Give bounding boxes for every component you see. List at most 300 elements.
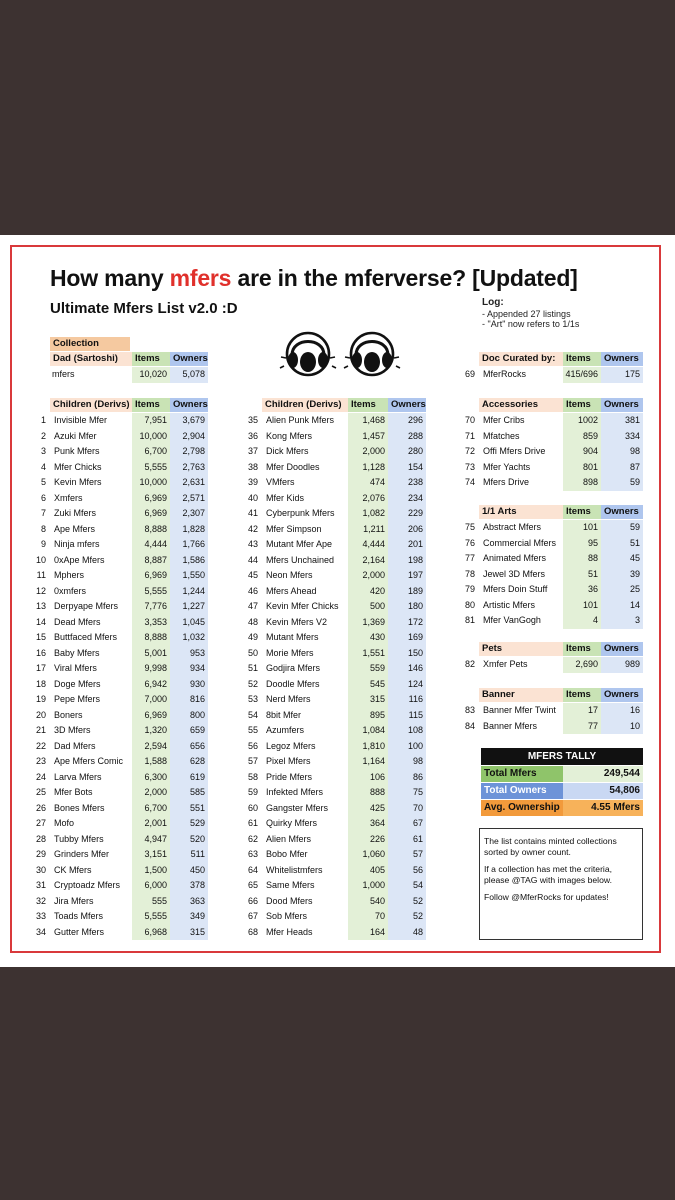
row-owners: 116 — [388, 692, 426, 708]
row-owners: 238 — [388, 475, 426, 491]
row-owners: 511 — [170, 847, 208, 863]
row-owners: 953 — [170, 646, 208, 662]
header-items: Items — [563, 505, 601, 519]
table-row — [245, 553, 426, 569]
table-row — [462, 429, 643, 445]
table-row — [245, 630, 426, 646]
header-items: Items — [563, 642, 601, 656]
row-index: 30 — [35, 864, 46, 875]
row-items: 2,000 — [132, 785, 170, 801]
row-owners: 280 — [388, 444, 426, 460]
row-owners: 10 — [601, 719, 643, 735]
row-index: 53 — [247, 694, 258, 704]
row-owners: 378 — [170, 878, 208, 894]
table-row — [35, 460, 208, 476]
header-owners: Owners — [601, 505, 643, 519]
row-name: Tubby Mfers — [54, 833, 104, 844]
row-owners: 150 — [388, 646, 426, 662]
row-items: 6,700 — [132, 444, 170, 460]
table-row — [35, 413, 208, 429]
row-name: Mfers Unchained — [266, 554, 335, 565]
row-name: Sob Mfers — [266, 911, 308, 921]
row-items: 895 — [348, 708, 388, 724]
row-name: Ape Mfers Comic — [54, 756, 124, 766]
table-row — [35, 491, 208, 507]
note-text: The list contains minted collections sorted by owner count. — [484, 836, 617, 857]
row-index: 55 — [247, 725, 258, 735]
row-items: 1,500 — [132, 863, 170, 879]
row-index: 54 — [247, 709, 258, 720]
row-name: Nerd Mfers — [266, 694, 311, 704]
row-owners: 1,828 — [170, 522, 208, 538]
table-row — [462, 536, 643, 552]
row-owners: 14 — [601, 598, 643, 614]
row-index: 50 — [247, 647, 258, 658]
row-index: 22 — [35, 740, 46, 751]
row-name: Morie Mfers — [266, 647, 314, 658]
table-row — [35, 770, 208, 786]
row-owners: 54 — [388, 878, 426, 894]
row-name: Buttfaced Mfers — [54, 632, 118, 642]
row-items: 1,320 — [132, 723, 170, 739]
table-row — [245, 615, 426, 631]
row-items: 1,551 — [348, 646, 388, 662]
row-name: Infekted Mfers — [266, 787, 324, 797]
row-owners: 3,679 — [170, 413, 208, 429]
row-owners: 201 — [388, 537, 426, 553]
row-items: 6,700 — [132, 801, 170, 817]
row-items: 5,555 — [132, 909, 170, 925]
row-items: 1,588 — [132, 754, 170, 770]
row-items: 4,947 — [132, 832, 170, 848]
row-items: 1,060 — [348, 847, 388, 863]
table-header — [245, 398, 426, 412]
row-owners: 1,550 — [170, 568, 208, 584]
row-index: 81 — [464, 615, 475, 625]
row-name: Artistic Mfers — [483, 599, 536, 610]
row-index: 31 — [35, 880, 46, 890]
row-name: Bobo Mfer — [266, 849, 308, 859]
table-row — [35, 537, 208, 553]
row-owners: 585 — [170, 785, 208, 801]
row-items: 364 — [348, 816, 388, 832]
row-index: 17 — [35, 663, 46, 673]
row-index: 18 — [35, 678, 46, 689]
row-items: 7,776 — [132, 599, 170, 615]
row-index: 13 — [35, 601, 46, 611]
table-row: mfers 10,020 5,078 — [50, 367, 208, 383]
row-index: 45 — [247, 570, 258, 580]
row-owners: 934 — [170, 661, 208, 677]
row-owners: 381 — [601, 413, 643, 429]
table-row — [35, 646, 208, 662]
log-heading: Log: — [482, 297, 504, 308]
row-name: Ape Mfers — [54, 523, 96, 534]
row-owners: 656 — [170, 739, 208, 755]
row-items: 430 — [348, 630, 388, 646]
row-name: Mfer Heads — [266, 926, 313, 937]
table-row — [462, 703, 643, 719]
row-owners: 16 — [601, 703, 643, 719]
table-row — [245, 429, 426, 445]
table-row — [245, 413, 426, 429]
row-owners: 2,763 — [170, 460, 208, 476]
row-index: 19 — [35, 694, 46, 704]
collection-label: Collection — [50, 337, 130, 351]
row-index: 29 — [35, 849, 46, 859]
table-header — [462, 642, 643, 656]
row-index: 25 — [35, 787, 46, 797]
row-items: 859 — [563, 429, 601, 445]
row-owners: 2,307 — [170, 506, 208, 522]
row-owners: 800 — [170, 708, 208, 724]
row-owners: 334 — [601, 429, 643, 445]
row-items: 1,082 — [348, 506, 388, 522]
row-items: 9,998 — [132, 661, 170, 677]
row-name: Viral Mfers — [54, 663, 97, 673]
table-row — [245, 878, 426, 894]
table-row — [35, 723, 208, 739]
row-name: 0xmfers — [54, 585, 87, 596]
row-items: 226 — [348, 832, 388, 848]
table-row — [462, 460, 643, 476]
row-items: 101 — [563, 598, 601, 614]
row-items: 70 — [348, 909, 388, 925]
row-owners: 98 — [388, 754, 426, 770]
row-index: 6 — [40, 492, 46, 503]
table-row — [35, 599, 208, 615]
row-items: 5,555 — [132, 460, 170, 476]
row-owners: 2,904 — [170, 429, 208, 445]
row-name: Derpyape Mfers — [54, 601, 119, 611]
row-name: Dad Mfers — [54, 740, 96, 751]
row-items: 17 — [563, 703, 601, 719]
row-items: 1,128 — [348, 460, 388, 476]
table-row — [35, 692, 208, 708]
row-name: 8bit Mfer — [266, 709, 302, 720]
row-name: Mfer Cribs — [483, 415, 525, 425]
row-items: 420 — [348, 584, 388, 600]
row-items: 1,369 — [348, 615, 388, 631]
row-index: 14 — [35, 616, 46, 627]
row-items: 106 — [348, 770, 388, 786]
row-items: 315 — [348, 692, 388, 708]
table-row — [35, 506, 208, 522]
row-name: Toads Mfers — [54, 911, 104, 921]
table-row — [245, 444, 426, 460]
row-owners: 197 — [388, 568, 426, 584]
row-owners: 45 — [601, 551, 643, 567]
row-index: 72 — [464, 446, 475, 456]
table-row — [35, 739, 208, 755]
row-owners: 363 — [170, 894, 208, 910]
table-row — [245, 584, 426, 600]
row-index: 1 — [40, 415, 46, 425]
row-name: Kong Mfers — [266, 430, 313, 441]
table-row — [245, 925, 426, 941]
table-row — [35, 785, 208, 801]
row-name: Mfer Kids — [266, 492, 305, 503]
row-index: 33 — [35, 911, 46, 921]
row-name: MferRocks — [483, 369, 527, 379]
row-name: Quirky Mfers — [266, 818, 318, 828]
row-items: 540 — [348, 894, 388, 910]
table-row — [245, 568, 426, 584]
header-name: Pets — [479, 642, 563, 656]
row-name: Boners — [54, 709, 83, 720]
row-owners: 659 — [170, 723, 208, 739]
header-name: 1/1 Arts — [479, 505, 563, 519]
row-name: Kevin Mfers V2 — [266, 616, 328, 627]
row-owners: 1,045 — [170, 615, 208, 631]
row-items: 1002 — [563, 413, 601, 429]
table-row — [35, 832, 208, 848]
collection-header: Dad (Sartoshi) Items Owners — [50, 352, 208, 366]
row-owners: 56 — [388, 863, 426, 879]
table-row — [245, 909, 426, 925]
row-name: Kevin Mfers — [54, 477, 102, 487]
row-index: 69 — [464, 369, 475, 379]
row-items: 2,164 — [348, 553, 388, 569]
row-owners: 1,766 — [170, 537, 208, 553]
row-name: Dick Mfers — [266, 446, 309, 456]
table-row — [462, 567, 643, 583]
row-owners: 100 — [388, 739, 426, 755]
row-items: 405 — [348, 863, 388, 879]
table-row — [462, 520, 643, 536]
row-name: Banner Mfer Twint — [483, 705, 556, 715]
table-row — [35, 615, 208, 631]
row-owners: 169 — [388, 630, 426, 646]
row-items: 6,969 — [132, 708, 170, 724]
row-name: Azumfers — [266, 725, 305, 735]
row-name: Dood Mfers — [266, 895, 313, 906]
row-name: Gangster Mfers — [266, 802, 329, 813]
row-name: Alien Mfers — [266, 833, 312, 844]
table-row — [35, 661, 208, 677]
row-name: Larva Mfers — [54, 771, 102, 782]
row-name: Pixel Mfers — [266, 756, 311, 766]
row-name: Mfers Doin Stuff — [483, 584, 548, 594]
row-items: 425 — [348, 801, 388, 817]
row-name: Offi Mfers Drive — [483, 446, 546, 456]
row-name: Doge Mfers — [54, 678, 101, 689]
row-owners: 59 — [601, 520, 643, 536]
row-items: 7,000 — [132, 692, 170, 708]
row-items: 6,942 — [132, 677, 170, 693]
row-name: Mofo — [54, 818, 75, 828]
row-index: 67 — [247, 911, 258, 921]
row-index: 83 — [464, 705, 475, 715]
row-index: 59 — [247, 787, 258, 797]
row-items: 10,000 — [132, 475, 170, 491]
row-items: 6,969 — [132, 491, 170, 507]
table-row — [462, 719, 643, 735]
row-name: 3D Mfers — [54, 725, 91, 735]
row-owners: 529 — [170, 816, 208, 832]
row-items: 2,000 — [348, 444, 388, 460]
row-owners: 172 — [388, 615, 426, 631]
table-row — [245, 475, 426, 491]
row-name: Azuki Mfer — [54, 430, 97, 441]
table-row — [462, 413, 643, 429]
row-owners: 816 — [170, 692, 208, 708]
row-name: Mfer Doodles — [266, 461, 320, 472]
row-owners: 86 — [388, 770, 426, 786]
row-name: Pride Mfers — [266, 771, 313, 782]
row-index: 9 — [40, 539, 46, 549]
header-items: Items — [563, 688, 601, 702]
row-name: Jira Mfers — [54, 895, 94, 906]
row-owners: 198 — [388, 553, 426, 569]
row-index: 21 — [35, 725, 46, 735]
row-owners: 87 — [601, 460, 643, 476]
row-name: Legoz Mfers — [266, 740, 316, 751]
row-index: 46 — [247, 585, 258, 596]
row-name: Commercial Mfers — [483, 537, 557, 548]
row-owners: 124 — [388, 677, 426, 693]
row-name: Mfer VanGogh — [483, 615, 541, 625]
row-name: Mfatches — [483, 430, 520, 441]
row-items: 2,594 — [132, 739, 170, 755]
table-row — [462, 551, 643, 567]
row-items: 3,151 — [132, 847, 170, 863]
row-name: Doodle Mfers — [266, 678, 320, 689]
row-index: 63 — [247, 849, 258, 859]
row-name: Mphers — [54, 570, 85, 580]
row-index: 71 — [464, 430, 475, 441]
header-items: Items — [563, 398, 601, 412]
row-name: VMfers — [266, 477, 295, 487]
row-name: Grinders Mfer — [54, 849, 110, 859]
row-items: 2,076 — [348, 491, 388, 507]
row-index: 20 — [35, 709, 46, 720]
row-owners: 67 — [388, 816, 426, 832]
row-items: 95 — [563, 536, 601, 552]
row-items: 51 — [563, 567, 601, 583]
row-index: 51 — [247, 663, 258, 673]
row-name: Dead Mfers — [54, 616, 101, 627]
row-index: 82 — [464, 659, 475, 669]
row-owners: 189 — [388, 584, 426, 600]
row-index: 79 — [464, 584, 475, 594]
row-owners: 1,032 — [170, 630, 208, 646]
table-row — [35, 584, 208, 600]
row-index: 5 — [40, 477, 46, 487]
table-header — [462, 352, 643, 366]
row-owners: 108 — [388, 723, 426, 739]
row-owners: 52 — [388, 894, 426, 910]
row-items: 4,444 — [348, 537, 388, 553]
table-header — [462, 688, 643, 702]
row-name: Mfer Bots — [54, 787, 93, 797]
subtitle: Ultimate Mfers List v2.0 :D — [50, 300, 238, 317]
table-row — [245, 894, 426, 910]
table-row — [245, 816, 426, 832]
row-name: Xmfers — [54, 492, 83, 503]
row-items: 1,468 — [348, 413, 388, 429]
table-row — [245, 491, 426, 507]
table-row — [245, 692, 426, 708]
row-index: 16 — [35, 647, 46, 658]
row-items: 164 — [348, 925, 388, 941]
row-items: 88 — [563, 551, 601, 567]
header-items: Items — [132, 398, 170, 412]
table-row — [245, 677, 426, 693]
row-owners: 3 — [601, 613, 643, 629]
table-row — [35, 816, 208, 832]
row-index: 47 — [247, 601, 258, 611]
row-items: 555 — [132, 894, 170, 910]
row-index: 73 — [464, 461, 475, 472]
table-row — [35, 429, 208, 445]
tally-total-mfers: Total Mfers 249,544 — [481, 766, 643, 782]
table-row — [245, 832, 426, 848]
table-row — [35, 708, 208, 724]
row-owners: 288 — [388, 429, 426, 445]
header-items: Items — [348, 398, 388, 412]
note-text: If a collection has met the criteria, please @TAG with images below. — [484, 864, 613, 885]
table-row — [35, 909, 208, 925]
row-owners: 234 — [388, 491, 426, 507]
row-name: Whitelistmfers — [266, 864, 323, 875]
row-index: 32 — [35, 895, 46, 906]
row-owners: 39 — [601, 567, 643, 583]
row-owners: 75 — [388, 785, 426, 801]
table-header — [35, 398, 208, 412]
row-owners: 115 — [388, 708, 426, 724]
table-row — [35, 475, 208, 491]
table-row — [462, 475, 643, 491]
row-owners: 2,798 — [170, 444, 208, 460]
row-items: 3,353 — [132, 615, 170, 631]
header-name: Children (Derivs) — [262, 398, 348, 412]
row-items: 1,457 — [348, 429, 388, 445]
row-owners: 2,631 — [170, 475, 208, 491]
row-index: 84 — [464, 720, 475, 731]
row-items: 545 — [348, 677, 388, 693]
table-row — [35, 878, 208, 894]
log-box — [482, 298, 579, 330]
row-index: 68 — [247, 926, 258, 937]
table-row — [245, 661, 426, 677]
row-index: 12 — [35, 585, 46, 596]
row-name: Neon Mfers — [266, 570, 313, 580]
row-owners: 450 — [170, 863, 208, 879]
table-row — [245, 801, 426, 817]
row-owners: 315 — [170, 925, 208, 941]
row-index: 36 — [247, 430, 258, 441]
table-row — [245, 785, 426, 801]
table-row — [245, 599, 426, 615]
row-items: 904 — [563, 444, 601, 460]
row-items: 801 — [563, 460, 601, 476]
table-row — [245, 754, 426, 770]
row-name: Mutant Mfer Ape — [266, 539, 333, 549]
row-owners: 52 — [388, 909, 426, 925]
table-header — [462, 398, 643, 412]
row-index: 10 — [35, 554, 46, 565]
table-header — [462, 505, 643, 519]
table-row — [35, 925, 208, 941]
header-owners: Owners — [601, 642, 643, 656]
row-name: Mfer Chicks — [54, 461, 102, 472]
row-index: 65 — [247, 880, 258, 890]
table-row — [35, 801, 208, 817]
info-note — [479, 828, 643, 940]
row-index: 48 — [247, 616, 258, 627]
row-index: 39 — [247, 477, 258, 487]
